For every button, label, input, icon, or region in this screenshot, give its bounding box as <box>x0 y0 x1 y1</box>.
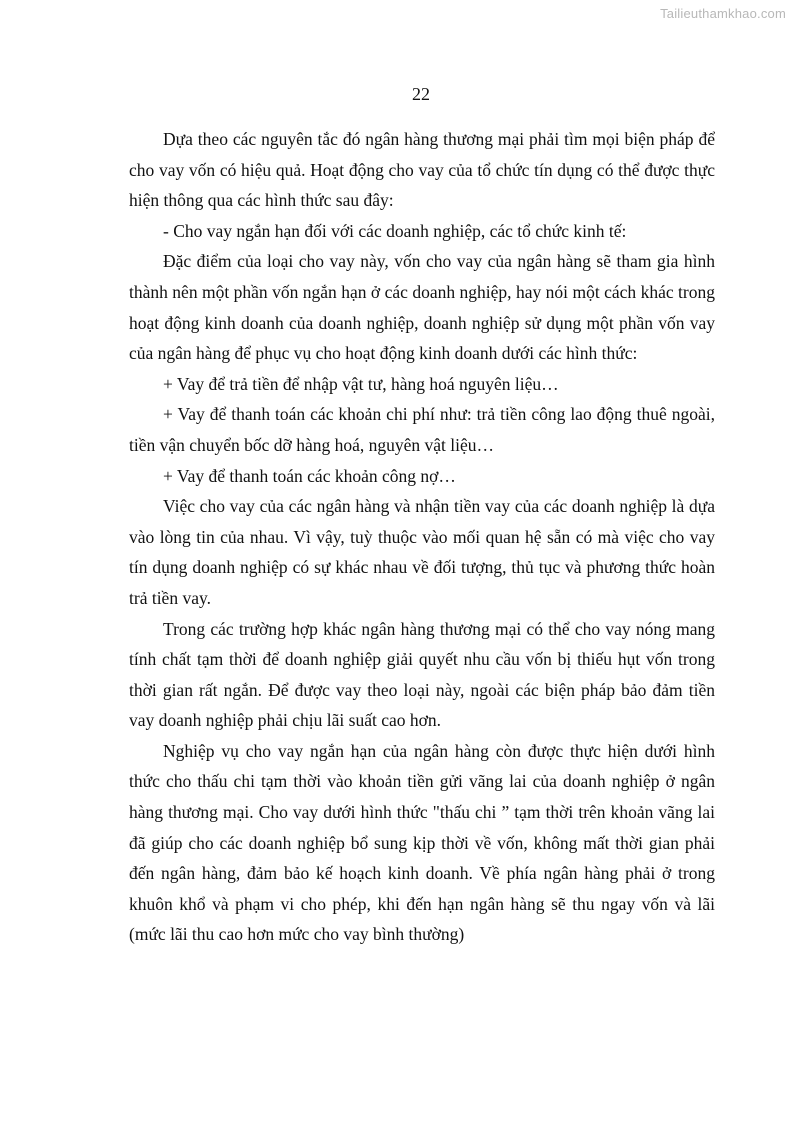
document-body <box>129 124 715 950</box>
list-item-expenses: + Vay để thanh toán các khoản chi phí như: trả tiền công lao động thuê ngoài, tiền vận chuyển bốc dỡ hàng hoá, nguyên vật liệu… <box>129 404 715 455</box>
paragraph-loan-characteristics: Đặc điểm của loại cho vay này, vốn cho vay của ngân hàng sẽ tham gia hình thành nên một phần vốn ngắn hạn ở các doanh nghiệp, hay nói một cách khác trong hoạt động kinh doanh của doanh nghiệp, doanh nghiệp sử dụng một phần vốn vay của ngân hàng để phục vụ cho hoạt động kinh doanh dưới các hình thức: <box>129 251 715 364</box>
paragraph-overdraft: Nghiệp vụ cho vay ngắn hạn của ngân hàng còn được thực hiện dưới hình thức cho thấu chi tạm thời vào khoản tiền gửi vãng lai của doanh nghiệp ở ngân hàng thương mại. Cho vay dưới hình thức "thấu chi ” tạm thời trên khoản vãng lai đã giúp cho các doanh nghiệp bổ sung kịp thời về vốn, không mất thời gian phải đến ngân hàng, đảm bảo kế hoạch kinh doanh. Về phía ngân hàng phải ở trong khuôn khổ và phạm vi cho phép, khi đến hạn ngân hàng sẽ thu ngay vốn và lãi (mức lãi thu cao hơn mức cho vay bình thường) <box>129 740 715 945</box>
paragraph-intro: Dựa theo các nguyên tắc đó ngân hàng thương mại phải tìm mọi biện pháp để cho vay vốn có hiệu quả. Hoạt động cho vay của tổ chức tín dụng có thể được thực hiện thông qua các hình thức sau đây: <box>129 129 715 211</box>
page-number: 22 <box>412 84 430 104</box>
watermark-text: Tailieuthamkhao.com <box>660 6 786 21</box>
paragraph-hot-loans: Trong các trường hợp khác ngân hàng thương mại có thể cho vay nóng mang tính chất tạm thời để doanh nghiệp giải quyết nhu cầu vốn bị thiếu hụt vốn trong thời gian rất ngắn. Để được vay theo loại này, ngoài các biện pháp bảo đảm tiền vay doanh nghiệp phải chịu lãi suất cao hơn. <box>129 618 715 731</box>
paragraph-trust: Việc cho vay của các ngân hàng và nhận tiền vay của các doanh nghiệp là dựa vào lòng tin của nhau. Vì vậy, tuỳ thuộc vào mối quan hệ sẵn có mà việc cho vay tín dụng doanh nghiệp có sự khác nhau về đối tượng, thủ tục và phương thức hoàn trả tiền vay. <box>129 496 715 608</box>
paragraph-short-term-loans: - Cho vay ngắn hạn đối với các doanh nghiệp, các tổ chức kinh tế: <box>163 220 627 241</box>
list-item-debts: + Vay để thanh toán các khoản công nợ… <box>163 465 456 486</box>
list-item-materials: + Vay để trả tiền để nhập vật tư, hàng hoá nguyên liệu… <box>163 373 559 394</box>
